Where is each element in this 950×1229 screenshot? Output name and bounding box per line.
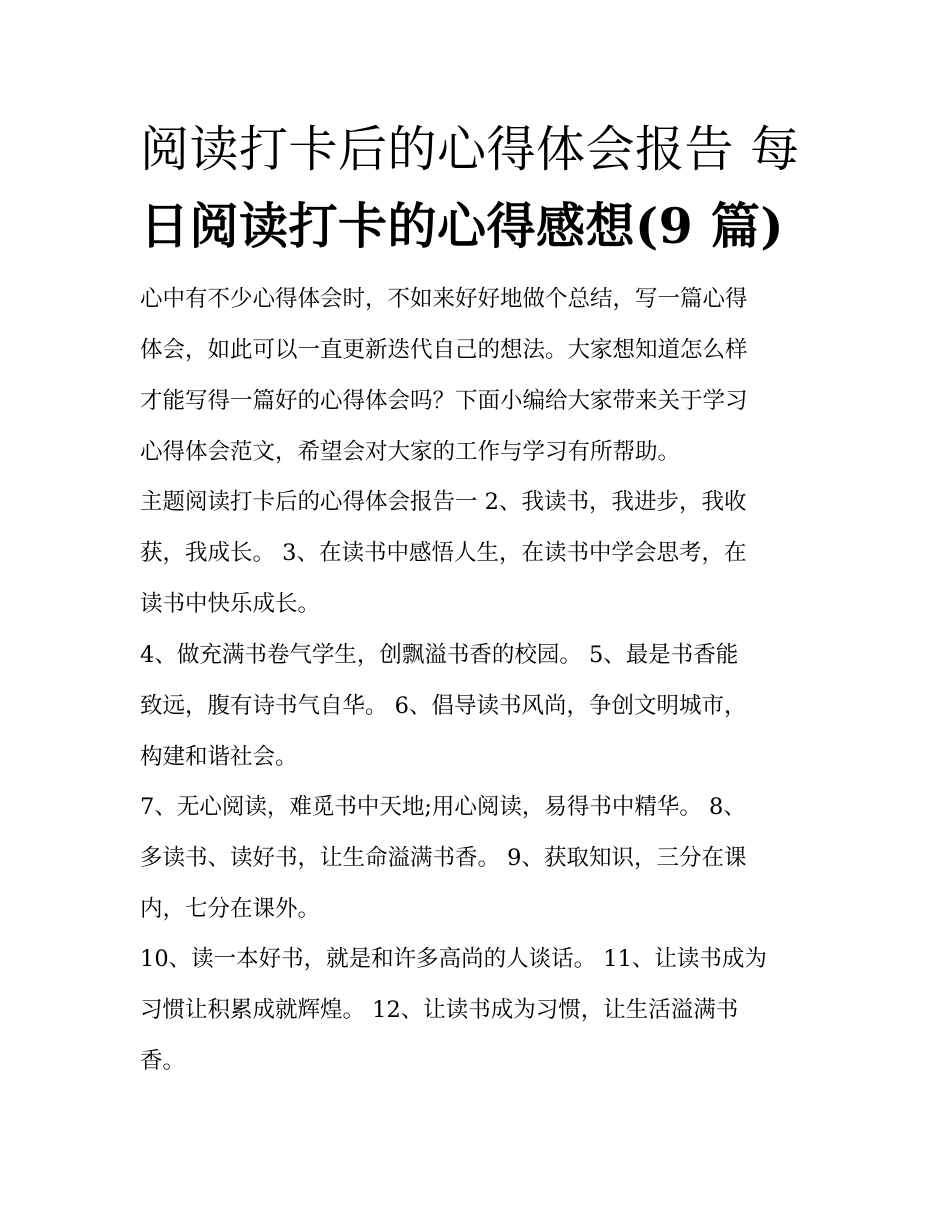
paragraph-line: 主题阅读打卡后的心得体会报告一 2、我读书，我进步，我收	[140, 489, 747, 515]
paragraph-2	[140, 477, 820, 630]
paragraph-line: 内，七分在课外。	[140, 896, 321, 922]
paragraph-4	[140, 782, 820, 935]
paragraph-line: 香。	[140, 1048, 186, 1074]
paragraph-line: 才能写得一篇好的心得体会吗？下面小编给大家带来关于学习	[140, 388, 748, 414]
paragraph-line: 体会，如此可以一直更新迭代自己的想法。大家想知道怎么样	[140, 337, 748, 363]
document-title	[140, 112, 820, 265]
paragraph-line: 致远，腹有诗书气自华。 6、倡导读书风尚，争创文明城市，	[140, 693, 747, 719]
paragraph-line: 心得体会范文，希望会对大家的工作与学习有所帮助。	[140, 439, 681, 465]
paragraph-line: 构建和谐社会。	[140, 744, 298, 770]
title-line-2	[140, 188, 820, 265]
paragraph-line: 心中有不少心得体会时，不如来好好地做个总结，写一篇心得	[140, 286, 748, 312]
paragraph-line: 获，我成长。 3、在读书中感悟人生，在读书中学会思考，在	[140, 540, 747, 566]
paragraph-line: 4、做充满书卷气学生，创飘溢书香的校园。 5、最是书香能	[140, 642, 739, 668]
paragraph-line: 10、读一本好书，就是和许多高尚的人谈话。 11、让读书成为	[140, 946, 767, 972]
paragraph-intro	[140, 274, 820, 478]
paragraph-line: 7、无心阅读，难觅书中天地;用心阅读，易得书中精华。 8、	[140, 794, 746, 820]
paragraph-line: 习惯让积累成就辉煌。 12、让读书成为习惯，让生活溢满书	[140, 997, 739, 1023]
paragraph-line: 读书中快乐成长。	[140, 591, 321, 617]
title-line-2-text: 日阅读打卡的心得感想(9 篇)	[140, 197, 785, 255]
paragraph-5	[140, 934, 820, 1087]
paragraph-line: 多读书、读好书，让生命溢满书香。 9、获取知识，三分在课	[140, 845, 747, 871]
title-line-1: 阅读打卡后的心得体会报告 每	[140, 121, 800, 178]
paragraph-3	[140, 630, 820, 783]
